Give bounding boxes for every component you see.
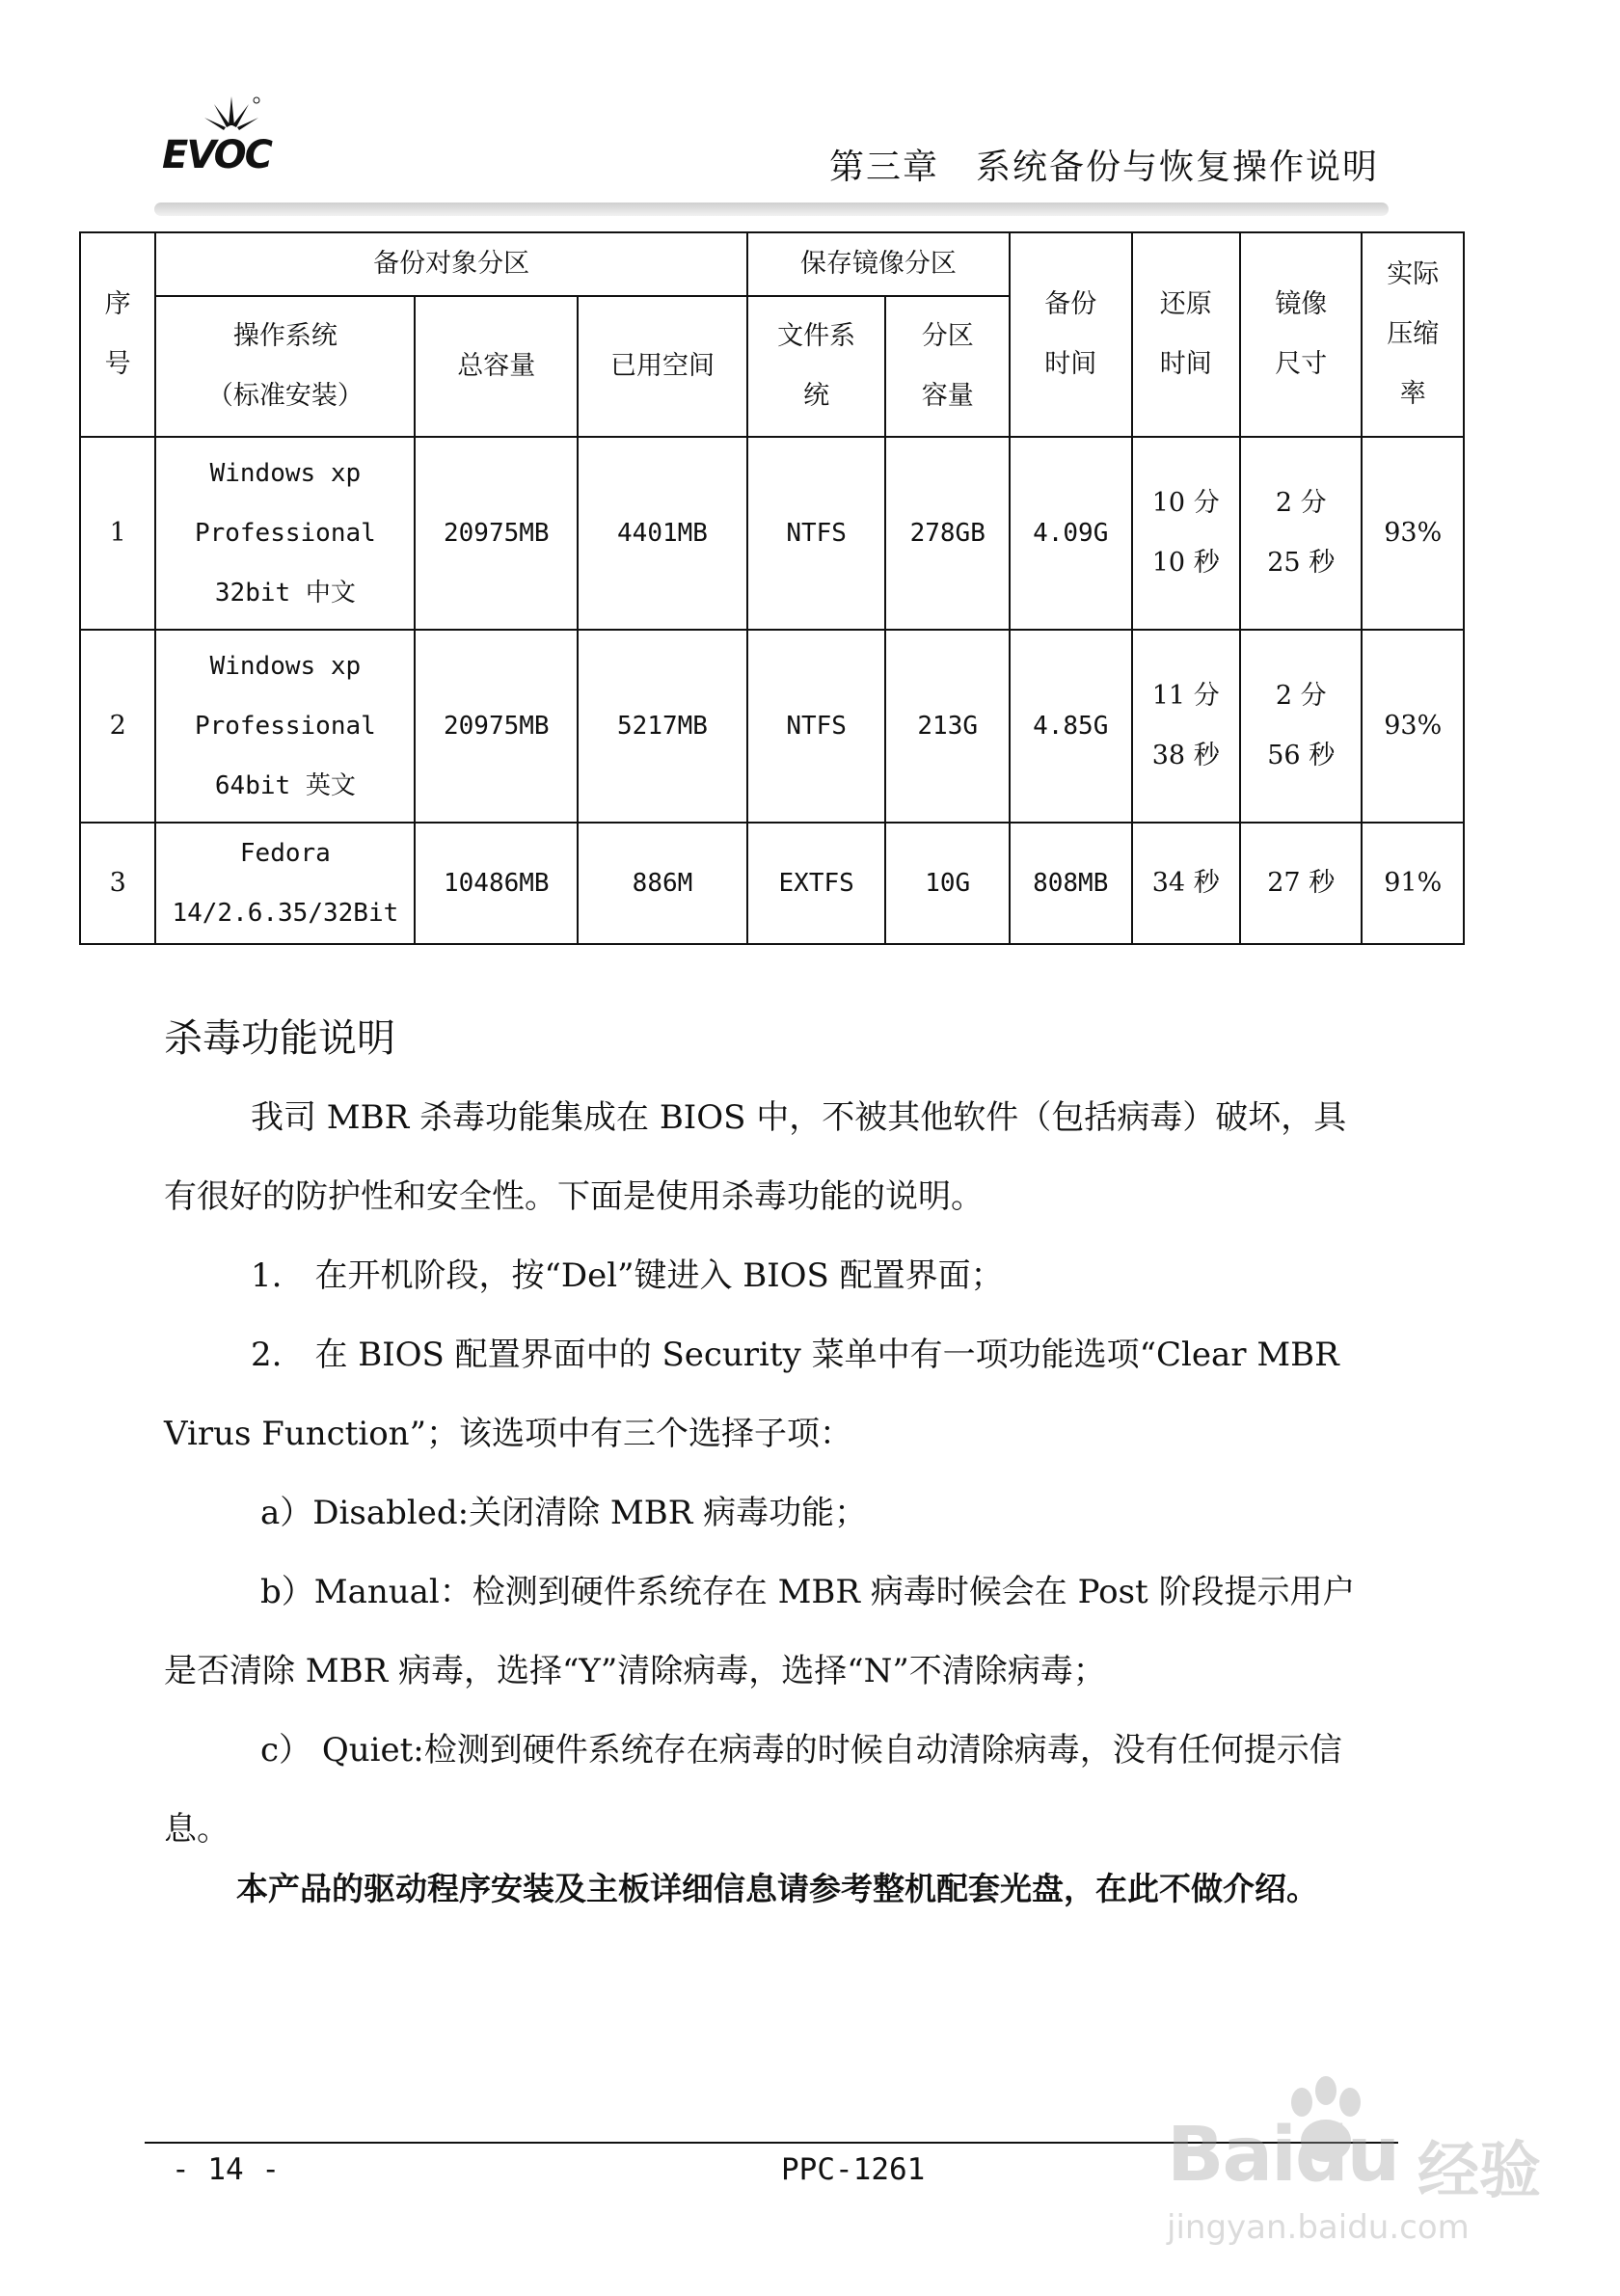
row-no: 2 (80, 630, 155, 823)
baidu-watermark (1138, 2073, 1591, 2266)
row-os: Fedora 14/2.6.35/32Bit (155, 823, 415, 944)
row-image-size: 2 分 56 秒 (1240, 630, 1363, 823)
header-index: 序 号 (80, 232, 155, 437)
row-image-size: 27 秒 (1240, 823, 1363, 944)
starburst-icon (202, 96, 260, 135)
row-fs: NTFS (747, 437, 886, 630)
header-total: 总容量 (415, 296, 578, 437)
row-backup-time: 808MB (1010, 823, 1132, 944)
header-part-cap: 分区 容量 (885, 296, 1010, 437)
intro-paragraph: 我司 MBR 杀毒功能集成在 BIOS 中，不被其他软件（包括病毒）破坏，具有很好的防护性和安全性。下面是使用杀毒功能的说明。 (164, 1098, 1347, 1216)
row-total: 20975MB (415, 630, 578, 823)
row-compression: 91% (1362, 823, 1464, 944)
row-total: 20975MB (415, 437, 578, 630)
note-bold: 本产品的驱动程序安装及主板详细信息请参考整机配套光盘，在此不做介绍。 (236, 1870, 1318, 1907)
watermark-brand-cn: 经验 (1418, 2136, 1541, 2207)
table-row (80, 823, 1464, 944)
row-part-cap: 278GB (885, 437, 1010, 630)
row-fs: EXTFS (747, 823, 886, 944)
header-image-size: 镜像 尺寸 (1240, 232, 1363, 437)
header-divider (154, 203, 1389, 216)
logo-text: EVOC (162, 133, 271, 177)
row-used: 886M (578, 823, 747, 944)
header-image-partition: 保存镜像分区 (747, 232, 1010, 296)
row-restore-time: 34 秒 (1132, 823, 1240, 944)
model-number: PPC-1261 (781, 2152, 926, 2187)
row-compression: 93% (1362, 437, 1464, 630)
row-backup-time: 4.09G (1010, 437, 1132, 630)
row-part-cap: 10G (885, 823, 1010, 944)
row-total: 10486MB (415, 823, 578, 944)
row-no: 3 (80, 823, 155, 944)
evoc-logo (162, 96, 278, 183)
chapter-title: 第三章 系统备份与恢复操作说明 (828, 148, 1379, 187)
header-fs: 文件系 统 (747, 296, 886, 437)
row-os: Windows xp Professional 64bit 英文 (155, 630, 415, 823)
row-fs: NTFS (747, 630, 886, 823)
table-row (80, 437, 1464, 630)
watermark-url: jingyan.baidu.com (1167, 2208, 1470, 2247)
header-backup-partition: 备份对象分区 (155, 232, 747, 296)
header-backup-time: 备份 时间 (1010, 232, 1132, 437)
option-b: b）Manual：检测到硬件系统存在 MBR 病毒时候会在 Post 阶段提示用户是否清除 MBR 病毒，选择“Y”清除病毒，选择“N”不清除病毒； (164, 1573, 1356, 1690)
row-part-cap: 213G (885, 630, 1010, 823)
row-no: 1 (80, 437, 155, 630)
row-restore-time: 10 分 10 秒 (1132, 437, 1240, 630)
option-a: a）Disabled:关闭清除 MBR 病毒功能； (260, 1494, 868, 1532)
header-used: 已用空间 (578, 296, 747, 437)
backup-table (79, 231, 1465, 945)
table-header-row (80, 232, 1464, 296)
row-os: Windows xp Professional 32bit 中文 (155, 437, 415, 630)
header-restore-time: 还原 时间 (1132, 232, 1240, 437)
watermark-brand: Baidu (1167, 2112, 1399, 2199)
row-used: 4401MB (578, 437, 747, 630)
table-row (80, 630, 1464, 823)
row-image-size: 2 分 25 秒 (1240, 437, 1363, 630)
step-2: 2. 在 BIOS 配置界面中的 Security 菜单中有一项功能选项“Clear MBR Virus Function”；该选项中有三个选择子项： (164, 1336, 1339, 1453)
section-heading: 杀毒功能说明 (164, 1016, 395, 1061)
row-compression: 93% (1362, 630, 1464, 823)
header-os: 操作系统 （标准安装） (155, 296, 415, 437)
step-1: 1. 在开机阶段，按“Del”键进入 BIOS 配置界面； (251, 1256, 1004, 1295)
row-used: 5217MB (578, 630, 747, 823)
row-backup-time: 4.85G (1010, 630, 1132, 823)
option-c: c） Quiet:检测到硬件系统存在病毒的时候自动清除病毒，没有任何提示信息。 (164, 1731, 1342, 1849)
row-restore-time: 11 分 38 秒 (1132, 630, 1240, 823)
header-compression: 实际 压缩 率 (1362, 232, 1464, 437)
page-number: - 14 - (172, 2152, 280, 2187)
